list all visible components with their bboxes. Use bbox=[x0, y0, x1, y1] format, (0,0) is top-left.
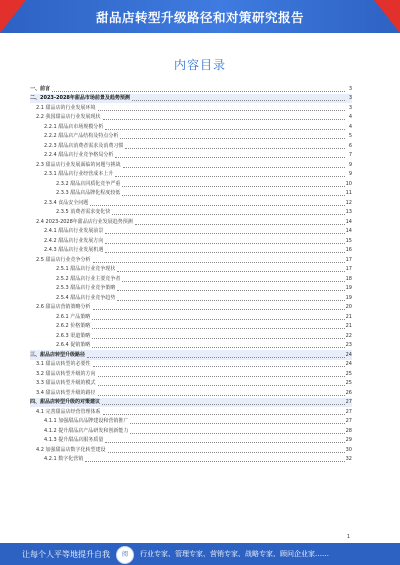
toc-entry-text: 2.4.2 甜品店行业发展方向 bbox=[44, 237, 104, 244]
toc-entry-text: 2.5.2 甜品店行业主要竞争者 bbox=[56, 275, 121, 282]
toc-leader-dots bbox=[93, 261, 345, 263]
toc-row[interactable] bbox=[30, 141, 352, 151]
toc-row[interactable] bbox=[30, 417, 352, 427]
toc-entry-text: 2.4.1 甜品店行业发展前景 bbox=[44, 228, 104, 234]
toc-row[interactable] bbox=[30, 255, 352, 265]
toc-entry-text: 2.5 甜品店行业竞争分析 bbox=[36, 256, 91, 263]
toc-leader-dots bbox=[92, 337, 344, 339]
toc-entry-text: 2.3.1 甜品店行业经营成本上升 bbox=[44, 171, 114, 177]
toc-entry-text: 3.3 甜品店转型升级的模式 bbox=[36, 380, 96, 386]
toc-row[interactable] bbox=[30, 198, 352, 208]
toc-entry-text: 2.2 我国甜品店行业发展现状 bbox=[36, 114, 101, 120]
toc-page-number: 17 bbox=[345, 266, 352, 272]
toc-page-number: 12 bbox=[345, 199, 352, 206]
toc-leader-dots bbox=[122, 280, 344, 282]
toc-leader-dots bbox=[115, 156, 345, 158]
toc-row[interactable] bbox=[30, 350, 352, 360]
toc-leader-dots bbox=[87, 356, 345, 358]
toc-page-number: 22 bbox=[345, 332, 352, 339]
toc-row[interactable] bbox=[30, 445, 352, 455]
toc-row[interactable] bbox=[30, 236, 352, 246]
toc-page-number: 7 bbox=[348, 152, 352, 158]
toc-page-number: 21 bbox=[345, 323, 352, 329]
toc-row[interactable] bbox=[30, 322, 352, 332]
toc-row[interactable] bbox=[30, 113, 352, 123]
toc-leader-dots bbox=[85, 460, 344, 462]
page-number: 1 bbox=[346, 534, 350, 540]
toc-entry-text: 4.2.1 数字化营销 bbox=[44, 456, 84, 462]
toc-page-number: 16 bbox=[345, 247, 352, 253]
toc-entry-text: 2.6.2 价格策略 bbox=[56, 323, 91, 329]
toc-leader-dots bbox=[98, 394, 345, 396]
toc-row[interactable] bbox=[30, 189, 352, 199]
toc-row[interactable] bbox=[30, 293, 352, 303]
toc-row[interactable] bbox=[30, 369, 352, 379]
toc-page-number: 3 bbox=[348, 95, 352, 101]
toc-leader-dots bbox=[123, 166, 345, 168]
toc-page-number: 27 bbox=[345, 408, 352, 415]
toc-leader-dots bbox=[117, 289, 344, 291]
toc-page-number: 29 bbox=[345, 437, 352, 443]
toc-entry-text: 四、甜品店转型升级的对策建议 bbox=[30, 399, 101, 405]
toc-row[interactable] bbox=[30, 407, 352, 417]
toc-leader-dots bbox=[92, 327, 344, 329]
toc-page-number: 6 bbox=[348, 142, 352, 149]
toc-leader-dots bbox=[93, 308, 345, 310]
toc-leader-dots bbox=[93, 365, 345, 367]
toc-row[interactable] bbox=[30, 274, 352, 284]
toc-page-number: 14 bbox=[345, 218, 352, 225]
toc-row[interactable] bbox=[30, 208, 352, 218]
toc-page-number: 21 bbox=[345, 313, 352, 320]
toc-row[interactable] bbox=[30, 122, 352, 132]
toc-page-number: 24 bbox=[345, 361, 352, 367]
toc-entry-text: 4.1.1 加强甜品店品牌建设和营销推广 bbox=[44, 418, 129, 424]
toc-row[interactable] bbox=[30, 265, 352, 275]
toc-leader-dots bbox=[92, 318, 344, 320]
toc-page-number: 5 bbox=[348, 133, 352, 139]
toc-row[interactable] bbox=[30, 436, 352, 446]
toc-entry-text: 2.2.2 甜品店产品结构及特点分析 bbox=[44, 133, 119, 139]
toc-leader-dots bbox=[105, 251, 344, 253]
toc-leader-dots bbox=[98, 384, 345, 386]
toc-leader-dots bbox=[108, 451, 345, 453]
toc-page-number: 4 bbox=[348, 123, 352, 130]
toc-leader-dots bbox=[120, 137, 345, 139]
toc-leader-dots bbox=[130, 422, 344, 424]
toc-leader-dots bbox=[117, 299, 344, 301]
toc-entry-text: 2.3 甜品店行业发展面临的问题与挑战 bbox=[36, 161, 121, 168]
toc-page-number: 3 bbox=[348, 85, 352, 92]
toc-entry-text: 2.6.1 产品策略 bbox=[56, 313, 91, 320]
toc-leader-dots bbox=[102, 403, 345, 405]
toc-page-number: 17 bbox=[345, 256, 352, 263]
toc-leader-dots bbox=[122, 185, 344, 187]
toc-entry-text: 2.2.3 甜品店消费者需求及消费习惯 bbox=[44, 142, 124, 149]
toc-page-number: 30 bbox=[345, 446, 352, 453]
footer-slogan: 让每个人平等地提升自我 bbox=[22, 550, 110, 559]
toc-leader-dots bbox=[105, 128, 345, 130]
toc-page-number: 19 bbox=[345, 285, 352, 291]
toc-row[interactable] bbox=[30, 170, 352, 180]
toc-page-number: 11 bbox=[345, 190, 352, 196]
toc-page-number: 18 bbox=[345, 275, 352, 282]
toc-entry-text: 2.5.3 甜品店行业竞争策略 bbox=[56, 285, 116, 291]
toc-entry-text: 3.2 甜品店转型升级的方向 bbox=[36, 370, 96, 377]
toc-leader-dots bbox=[103, 413, 345, 415]
toc-entry-text: 2.6.4 促销策略 bbox=[56, 342, 91, 348]
toc-page-number: 28 bbox=[345, 427, 352, 434]
toc-page-number: 13 bbox=[345, 209, 352, 215]
toc-entry-text: 二、2023-2028年甜品市场前景及趋势预测 bbox=[30, 95, 130, 101]
toc-row[interactable] bbox=[30, 179, 352, 189]
toc-row[interactable] bbox=[30, 426, 352, 436]
toc-entry-text: 4.1 完善甜品店经营管理体系 bbox=[36, 408, 101, 415]
toc-page-number: 3 bbox=[348, 104, 352, 111]
footer-seal-icon bbox=[116, 546, 134, 564]
toc-page-number: 25 bbox=[345, 370, 352, 377]
toc-row[interactable] bbox=[30, 284, 352, 294]
toc-leader-dots bbox=[135, 223, 345, 225]
toc-entry-text: 2.5.4 甜品店行业竞争趋势 bbox=[56, 294, 116, 301]
toc-entry-text: 2.4.3 甜品店行业发展机遇 bbox=[44, 247, 104, 253]
toc-entry-text: 2.1 甜品店的行业发展环境 bbox=[36, 104, 96, 111]
toc-entry-text: 3.4 甜品店转型升级的路径 bbox=[36, 389, 96, 396]
toc-row[interactable] bbox=[30, 217, 352, 227]
seal-char: 阅 bbox=[121, 551, 128, 558]
toc-page-number: 23 bbox=[345, 342, 352, 348]
toc-entry-text: 2.4 2023-2028年甜品店行业发展趋势预测 bbox=[36, 218, 133, 225]
toc-heading: 内容目录 bbox=[173, 58, 226, 72]
toc-entry-text: 4.1.2 提升甜品店产品研发和创新能力 bbox=[44, 427, 129, 434]
toc-row[interactable] bbox=[30, 303, 352, 313]
toc-page-number: 27 bbox=[345, 418, 352, 424]
toc-entry-text: 2.2.1 甜品店市场规模分析 bbox=[44, 123, 104, 130]
toc-page-number: 20 bbox=[345, 304, 352, 310]
toc-row[interactable] bbox=[30, 379, 352, 389]
toc-entry-text: 2.3.4 食品安全问题 bbox=[44, 199, 89, 206]
toc-leader-dots bbox=[92, 346, 344, 348]
toc-page-number: 25 bbox=[345, 380, 352, 386]
toc-row[interactable] bbox=[30, 455, 352, 465]
toc-entry-text: 2.3.5 消费者需求变化快 bbox=[56, 209, 111, 215]
table-of-contents bbox=[30, 84, 352, 464]
toc-leader-dots bbox=[105, 232, 344, 234]
toc-row[interactable] bbox=[30, 160, 352, 170]
page-header-banner bbox=[0, 0, 400, 33]
toc-leader-dots bbox=[112, 213, 344, 215]
report-title: 甜品店转型升级路径和对策研究报告 bbox=[95, 10, 304, 25]
toc-page-number: 9 bbox=[348, 161, 352, 168]
toc-entry-text: 三、甜品店转型升级路径 bbox=[30, 351, 86, 358]
toc-leader-dots bbox=[90, 204, 344, 206]
toc-leader-dots bbox=[115, 175, 345, 177]
toc-row[interactable] bbox=[30, 132, 352, 142]
toc-page-number: 32 bbox=[345, 456, 352, 462]
toc-row[interactable] bbox=[30, 103, 352, 113]
toc-entry-text: 一、前言 bbox=[30, 85, 51, 92]
toc-leader-dots bbox=[98, 375, 345, 377]
toc-page-number: 14 bbox=[345, 228, 352, 234]
toc-leader-dots bbox=[105, 242, 344, 244]
toc-row[interactable] bbox=[30, 341, 352, 351]
toc-row[interactable] bbox=[30, 312, 352, 322]
toc-row[interactable] bbox=[30, 84, 352, 94]
toc-row[interactable] bbox=[30, 94, 352, 104]
toc-entry-text: 2.2.4 甜品店行业竞争格局分析 bbox=[44, 152, 114, 158]
toc-page-number: 19 bbox=[345, 294, 352, 301]
toc-row[interactable] bbox=[30, 151, 352, 161]
toc-row[interactable] bbox=[30, 360, 352, 370]
toc-leader-dots bbox=[132, 99, 345, 101]
toc-row[interactable] bbox=[30, 246, 352, 256]
toc-leader-dots bbox=[103, 118, 345, 120]
footer-tagline: 行业专家、管理专家、营销专家、战略专家、顾问企业家…… bbox=[140, 550, 329, 558]
toc-entry-text: 2.6 甜品店营销策略分析 bbox=[36, 304, 91, 310]
toc-row[interactable] bbox=[30, 331, 352, 341]
toc-row[interactable] bbox=[30, 227, 352, 237]
toc-entry-text: 2.3.2 甜品店同质化竞争严重 bbox=[56, 180, 121, 187]
toc-entry-text: 2.3.3 甜品店品牌化程度较低 bbox=[56, 190, 121, 196]
toc-leader-dots bbox=[125, 147, 345, 149]
toc-page-number: 15 bbox=[345, 237, 352, 244]
toc-leader-dots bbox=[98, 109, 345, 111]
toc-page-number: 26 bbox=[345, 389, 352, 396]
toc-entry-text: 4.1.3 提升甜品店服务质量 bbox=[44, 437, 104, 443]
toc-leader-dots bbox=[117, 270, 344, 272]
toc-page-number: 24 bbox=[345, 351, 352, 358]
page-footer-banner bbox=[0, 543, 400, 565]
toc-entry-text: 2.5.1 甜品店行业竞争现状 bbox=[56, 266, 116, 272]
toc-leader-dots bbox=[122, 194, 344, 196]
toc-leader-dots bbox=[105, 441, 344, 443]
toc-entry-text: 4.2 加强甜品店数字化转型建设 bbox=[36, 446, 106, 453]
toc-page-number: 10 bbox=[345, 180, 352, 187]
toc-page-number: 9 bbox=[348, 171, 352, 177]
toc-page-number: 4 bbox=[348, 114, 352, 120]
toc-page-number: 27 bbox=[345, 399, 352, 405]
toc-entry-text: 2.6.3 渠道策略 bbox=[56, 332, 91, 339]
toc-entry-text: 3.1 甜品店转型的必要性 bbox=[36, 361, 91, 367]
toc-row[interactable] bbox=[30, 398, 352, 408]
toc-row[interactable] bbox=[30, 388, 352, 398]
toc-leader-dots bbox=[130, 432, 344, 434]
toc-leader-dots bbox=[52, 90, 345, 92]
